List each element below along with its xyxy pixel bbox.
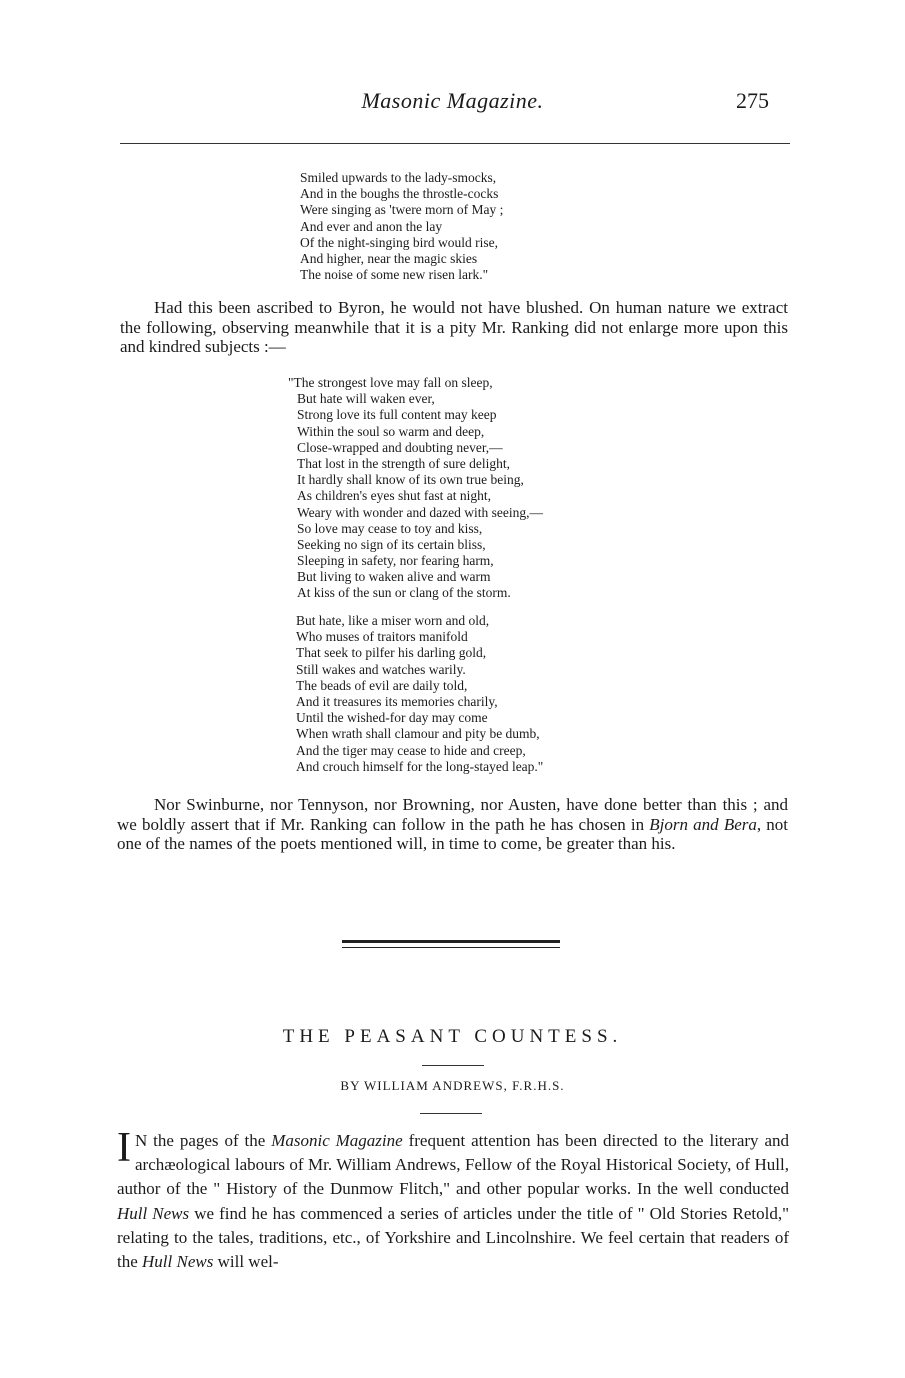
header-rule	[120, 143, 790, 144]
verse-2-stanza-1-line: That lost in the strength of sure delight,	[297, 455, 510, 471]
book-title: Bjorn and Bera	[649, 814, 757, 834]
article-text-4: will wel-	[213, 1252, 279, 1272]
verse-1-line: And ever and anon the lay	[300, 218, 443, 234]
verse-1-line: Of the night-singing bird would rise,	[300, 234, 498, 250]
verse-2-stanza-1-line: Close-wrapped and doubting never,—	[297, 439, 503, 455]
running-title: Masonic Magazine.	[361, 88, 544, 113]
verse-2-stanza-1-line: Sleeping in safety, nor fearing harm,	[297, 553, 494, 569]
article-text-3: we find he has commenced a series of articles under the title of " Old Stories Retold," relating to the tales, traditions, etc., of Yorkshire and Lincolnshire. We feel certain that readers of the	[117, 1203, 790, 1272]
page-number: 275	[736, 88, 769, 113]
verse-2-stanza-1-line: So love may cease to toy and kiss,	[297, 520, 483, 536]
newspaper-name-1: Hull News	[117, 1203, 190, 1223]
paragraph-byron-text: Had this been ascribed to Byron, he would not have blushed. On human nature we extract the following, observing meanwhile that it is a pity Mr. Ranking did not enlarge more upon this and kindred subjects :—	[120, 298, 788, 357]
verse-1-line: And in the boughs the throstle-cocks	[300, 186, 499, 202]
verse-2-stanza-1-line: But hate will waken ever,	[297, 391, 435, 407]
verse-2-stanza-1-line: It hardly shall know of its own true being,	[297, 472, 524, 488]
verse-2-stanza-1-line: Within the soul so warm and deep,	[297, 423, 485, 439]
article-text-1: the pages of the	[147, 1131, 272, 1150]
verse-2-stanza-2-line: But hate, like a miser worn and old,	[296, 613, 490, 628]
verse-excerpt-2-stanza-1	[288, 375, 543, 602]
title-rule	[422, 1065, 484, 1066]
verse-excerpt-1	[300, 170, 503, 283]
verse-2-stanza-2-line: The beads of evil are daily told,	[296, 677, 468, 693]
verse-2-stanza-2-line: That seek to pilfer his darling gold,	[296, 645, 487, 661]
verse-1-line: Were singing as 'twere morn of May ;	[300, 202, 504, 218]
paragraph-poets	[117, 795, 788, 854]
section-divider	[342, 940, 560, 950]
verse-2-stanza-1-line: "The strongest love may fall on sleep,	[288, 375, 493, 390]
verse-1-line: Smiled upwards to the lady-smocks,	[300, 170, 497, 185]
verse-2-stanza-2-line: And crouch himself for the long-stayed leap."	[296, 758, 544, 774]
drop-cap: I	[117, 1125, 131, 1171]
verse-1-line: The noise of some new risen lark."	[300, 267, 489, 283]
verse-2-stanza-1-line: As children's eyes shut fast at night,	[297, 488, 492, 504]
paragraph-poets-text-1: Nor Swinburne, nor Tennyson, nor Browning, nor Austen, have done better than this ; and we boldly assert that if Mr. Ranking can follow in the path he has chosen in	[117, 795, 788, 834]
paragraph-byron	[120, 298, 788, 357]
verse-2-stanza-2-line: And the tiger may cease to hide and creep,	[296, 742, 526, 758]
paragraph-poets-text-2: , not one of the names of the poets mentioned will, in time to come, be greater than his.	[117, 814, 788, 854]
verse-2-stanza-1-line: But living to waken alive and warm	[297, 569, 491, 585]
verse-2-stanza-2-line: When wrath shall clamour and pity be dumb,	[296, 726, 540, 742]
verse-2-stanza-2-line: Who muses of traitors manifold	[296, 629, 468, 645]
verse-2-stanza-2-line: And it treasures its memories charily,	[296, 693, 498, 709]
article-body	[117, 1125, 790, 1274]
verse-2-stanza-1-line: Seeking no sign of its certain bliss,	[297, 536, 486, 552]
verse-2-stanza-1-line: Strong love its full content may keep	[297, 407, 497, 423]
article-text-2: frequent attention has been directed to the literary and archæological labours of Mr. William Andrews, Fellow of the Royal Historical Society, of Hull, author of the " History of the Dunmow Flitch," and other popular works. In the well conducted	[117, 1131, 790, 1199]
verse-excerpt-2-stanza-2	[296, 613, 543, 775]
verse-1-line: And higher, near the magic skies	[300, 250, 478, 266]
article-byline: BY WILLIAM ANDREWS, F.R.H.S.	[340, 1078, 565, 1093]
article-title: THE PEASANT COUNTESS.	[282, 1026, 623, 1047]
verse-2-stanza-1-line: Weary with wonder and dazed with seeing,—	[297, 504, 543, 520]
lead-caps: N	[135, 1131, 148, 1150]
verse-2-stanza-2-line: Still wakes and watches warily.	[296, 661, 466, 677]
verse-2-stanza-1-line: At kiss of the sun or clang of the storm.	[297, 585, 511, 601]
magazine-name: Masonic Magazine	[271, 1131, 403, 1150]
verse-2-stanza-2-line: Until the wished-for day may come	[296, 710, 488, 726]
byline-rule	[420, 1113, 482, 1114]
newspaper-name-2: Hull News	[142, 1252, 214, 1272]
